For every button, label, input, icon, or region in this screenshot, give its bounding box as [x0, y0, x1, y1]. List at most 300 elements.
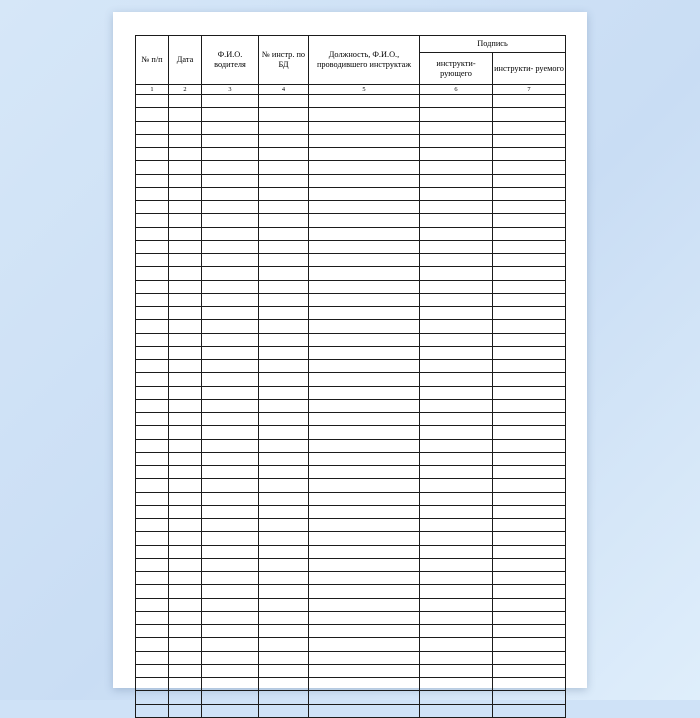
table-row[interactable] [136, 360, 566, 373]
table-cell[interactable] [309, 373, 420, 386]
table-cell[interactable] [259, 558, 309, 571]
table-cell[interactable] [259, 307, 309, 320]
table-cell[interactable] [136, 545, 169, 558]
table-row[interactable] [136, 227, 566, 240]
table-cell[interactable] [493, 174, 566, 187]
table-row[interactable] [136, 267, 566, 280]
table-cell[interactable] [136, 572, 169, 585]
table-cell[interactable] [259, 227, 309, 240]
table-row[interactable] [136, 585, 566, 598]
table-cell[interactable] [259, 95, 309, 108]
table-cell[interactable] [169, 320, 202, 333]
table-cell[interactable] [202, 651, 259, 664]
table-cell[interactable] [259, 201, 309, 214]
table-cell[interactable] [169, 664, 202, 677]
table-cell[interactable] [309, 174, 420, 187]
table-cell[interactable] [493, 558, 566, 571]
table-cell[interactable] [259, 691, 309, 704]
table-cell[interactable] [136, 558, 169, 571]
table-cell[interactable] [493, 611, 566, 624]
table-row[interactable] [136, 254, 566, 267]
table-cell[interactable] [136, 492, 169, 505]
table-cell[interactable] [169, 651, 202, 664]
table-cell[interactable] [136, 664, 169, 677]
table-cell[interactable] [136, 532, 169, 545]
table-cell[interactable] [259, 293, 309, 306]
table-cell[interactable] [202, 545, 259, 558]
table-cell[interactable] [309, 214, 420, 227]
table-cell[interactable] [136, 373, 169, 386]
table-cell[interactable] [420, 360, 493, 373]
table-cell[interactable] [309, 227, 420, 240]
table-cell[interactable] [202, 95, 259, 108]
table-cell[interactable] [493, 691, 566, 704]
table-cell[interactable] [309, 452, 420, 465]
table-row[interactable] [136, 148, 566, 161]
table-cell[interactable] [420, 187, 493, 200]
table-cell[interactable] [493, 625, 566, 638]
table-cell[interactable] [420, 201, 493, 214]
table-cell[interactable] [169, 307, 202, 320]
table-row[interactable] [136, 386, 566, 399]
table-row[interactable] [136, 307, 566, 320]
table-cell[interactable] [202, 360, 259, 373]
table-cell[interactable] [136, 293, 169, 306]
table-cell[interactable] [169, 598, 202, 611]
table-cell[interactable] [259, 121, 309, 134]
table-cell[interactable] [259, 704, 309, 717]
table-cell[interactable] [493, 492, 566, 505]
table-row[interactable] [136, 558, 566, 571]
table-cell[interactable] [309, 333, 420, 346]
table-cell[interactable] [259, 254, 309, 267]
table-cell[interactable] [169, 678, 202, 691]
table-cell[interactable] [309, 254, 420, 267]
table-cell[interactable] [309, 519, 420, 532]
table-cell[interactable] [169, 452, 202, 465]
table-cell[interactable] [169, 585, 202, 598]
table-cell[interactable] [309, 267, 420, 280]
table-cell[interactable] [493, 638, 566, 651]
table-cell[interactable] [493, 201, 566, 214]
table-cell[interactable] [202, 134, 259, 147]
table-cell[interactable] [169, 505, 202, 518]
table-cell[interactable] [420, 532, 493, 545]
table-cell[interactable] [169, 545, 202, 558]
table-cell[interactable] [259, 346, 309, 359]
table-cell[interactable] [309, 545, 420, 558]
table-cell[interactable] [136, 426, 169, 439]
table-cell[interactable] [420, 333, 493, 346]
table-cell[interactable] [169, 572, 202, 585]
table-cell[interactable] [202, 214, 259, 227]
table-cell[interactable] [493, 134, 566, 147]
table-row[interactable] [136, 611, 566, 624]
table-row[interactable] [136, 134, 566, 147]
table-cell[interactable] [309, 439, 420, 452]
table-cell[interactable] [136, 399, 169, 412]
table-row[interactable] [136, 214, 566, 227]
table-cell[interactable] [420, 293, 493, 306]
table-cell[interactable] [493, 95, 566, 108]
table-row[interactable] [136, 479, 566, 492]
table-cell[interactable] [493, 307, 566, 320]
table-cell[interactable] [493, 161, 566, 174]
table-cell[interactable] [420, 704, 493, 717]
table-cell[interactable] [202, 307, 259, 320]
table-cell[interactable] [493, 267, 566, 280]
table-cell[interactable] [420, 95, 493, 108]
table-row[interactable] [136, 691, 566, 704]
table-cell[interactable] [169, 148, 202, 161]
table-cell[interactable] [136, 598, 169, 611]
table-cell[interactable] [136, 280, 169, 293]
table-cell[interactable] [136, 201, 169, 214]
table-cell[interactable] [202, 532, 259, 545]
table-cell[interactable] [309, 572, 420, 585]
table-cell[interactable] [259, 611, 309, 624]
table-cell[interactable] [136, 240, 169, 253]
table-cell[interactable] [420, 373, 493, 386]
table-cell[interactable] [169, 293, 202, 306]
table-cell[interactable] [420, 254, 493, 267]
table-cell[interactable] [136, 678, 169, 691]
table-cell[interactable] [202, 333, 259, 346]
table-cell[interactable] [493, 598, 566, 611]
table-cell[interactable] [136, 638, 169, 651]
table-cell[interactable] [259, 413, 309, 426]
table-row[interactable] [136, 598, 566, 611]
table-cell[interactable] [202, 439, 259, 452]
table-cell[interactable] [493, 254, 566, 267]
table-cell[interactable] [493, 121, 566, 134]
table-cell[interactable] [259, 452, 309, 465]
table-cell[interactable] [420, 598, 493, 611]
table-cell[interactable] [309, 678, 420, 691]
table-cell[interactable] [259, 426, 309, 439]
table-cell[interactable] [493, 519, 566, 532]
table-cell[interactable] [169, 134, 202, 147]
table-cell[interactable] [309, 161, 420, 174]
table-cell[interactable] [136, 691, 169, 704]
table-cell[interactable] [420, 505, 493, 518]
table-cell[interactable] [309, 479, 420, 492]
table-cell[interactable] [136, 227, 169, 240]
table-cell[interactable] [309, 704, 420, 717]
table-row[interactable] [136, 638, 566, 651]
table-cell[interactable] [202, 678, 259, 691]
table-row[interactable] [136, 240, 566, 253]
table-cell[interactable] [493, 187, 566, 200]
table-cell[interactable] [136, 413, 169, 426]
table-cell[interactable] [169, 532, 202, 545]
table-row[interactable] [136, 161, 566, 174]
table-cell[interactable] [202, 413, 259, 426]
table-cell[interactable] [202, 664, 259, 677]
table-cell[interactable] [309, 293, 420, 306]
table-cell[interactable] [309, 346, 420, 359]
table-cell[interactable] [309, 399, 420, 412]
table-row[interactable] [136, 426, 566, 439]
table-cell[interactable] [169, 386, 202, 399]
table-row[interactable] [136, 439, 566, 452]
table-cell[interactable] [259, 187, 309, 200]
table-row[interactable] [136, 121, 566, 134]
table-cell[interactable] [136, 386, 169, 399]
table-cell[interactable] [202, 466, 259, 479]
table-cell[interactable] [259, 492, 309, 505]
table-row[interactable] [136, 545, 566, 558]
table-cell[interactable] [420, 664, 493, 677]
table-cell[interactable] [420, 227, 493, 240]
table-cell[interactable] [493, 108, 566, 121]
table-cell[interactable] [420, 519, 493, 532]
table-cell[interactable] [420, 479, 493, 492]
table-cell[interactable] [309, 505, 420, 518]
table-cell[interactable] [259, 625, 309, 638]
table-cell[interactable] [259, 174, 309, 187]
table-cell[interactable] [309, 413, 420, 426]
table-cell[interactable] [493, 452, 566, 465]
table-cell[interactable] [420, 214, 493, 227]
table-cell[interactable] [493, 227, 566, 240]
table-cell[interactable] [420, 161, 493, 174]
table-cell[interactable] [202, 399, 259, 412]
table-cell[interactable] [259, 399, 309, 412]
table-cell[interactable] [136, 187, 169, 200]
table-cell[interactable] [259, 373, 309, 386]
table-cell[interactable] [169, 519, 202, 532]
table-cell[interactable] [259, 545, 309, 558]
table-cell[interactable] [169, 187, 202, 200]
table-cell[interactable] [169, 254, 202, 267]
table-cell[interactable] [202, 148, 259, 161]
table-cell[interactable] [309, 320, 420, 333]
table-cell[interactable] [136, 704, 169, 717]
table-cell[interactable] [309, 466, 420, 479]
table-row[interactable] [136, 651, 566, 664]
table-cell[interactable] [202, 691, 259, 704]
table-row[interactable] [136, 280, 566, 293]
table-cell[interactable] [420, 439, 493, 452]
table-cell[interactable] [169, 360, 202, 373]
table-cell[interactable] [493, 240, 566, 253]
table-row[interactable] [136, 704, 566, 717]
table-cell[interactable] [420, 346, 493, 359]
table-cell[interactable] [309, 585, 420, 598]
table-cell[interactable] [202, 452, 259, 465]
table-cell[interactable] [202, 704, 259, 717]
table-row[interactable] [136, 95, 566, 108]
table-cell[interactable] [136, 134, 169, 147]
table-row[interactable] [136, 108, 566, 121]
table-cell[interactable] [136, 466, 169, 479]
table-cell[interactable] [202, 625, 259, 638]
table-cell[interactable] [202, 201, 259, 214]
table-row[interactable] [136, 413, 566, 426]
table-cell[interactable] [136, 254, 169, 267]
table-cell[interactable] [202, 558, 259, 571]
table-cell[interactable] [493, 466, 566, 479]
table-cell[interactable] [309, 532, 420, 545]
table-cell[interactable] [136, 651, 169, 664]
table-cell[interactable] [259, 519, 309, 532]
table-cell[interactable] [420, 638, 493, 651]
table-cell[interactable] [309, 360, 420, 373]
table-cell[interactable] [493, 333, 566, 346]
table-cell[interactable] [169, 227, 202, 240]
table-cell[interactable] [259, 651, 309, 664]
table-cell[interactable] [136, 519, 169, 532]
table-cell[interactable] [420, 651, 493, 664]
table-cell[interactable] [136, 439, 169, 452]
table-cell[interactable] [493, 545, 566, 558]
table-cell[interactable] [202, 638, 259, 651]
table-cell[interactable] [169, 492, 202, 505]
table-cell[interactable] [259, 572, 309, 585]
table-cell[interactable] [259, 638, 309, 651]
table-cell[interactable] [136, 121, 169, 134]
table-cell[interactable] [169, 439, 202, 452]
table-row[interactable] [136, 664, 566, 677]
table-cell[interactable] [309, 386, 420, 399]
table-cell[interactable] [493, 214, 566, 227]
table-cell[interactable] [259, 505, 309, 518]
table-cell[interactable] [309, 108, 420, 121]
table-cell[interactable] [420, 585, 493, 598]
table-cell[interactable] [493, 360, 566, 373]
table-cell[interactable] [493, 346, 566, 359]
table-cell[interactable] [136, 148, 169, 161]
table-cell[interactable] [169, 413, 202, 426]
table-cell[interactable] [420, 148, 493, 161]
table-cell[interactable] [169, 558, 202, 571]
table-cell[interactable] [136, 479, 169, 492]
table-cell[interactable] [202, 293, 259, 306]
table-cell[interactable] [136, 505, 169, 518]
table-cell[interactable] [309, 121, 420, 134]
table-cell[interactable] [420, 426, 493, 439]
table-row[interactable] [136, 492, 566, 505]
table-cell[interactable] [309, 638, 420, 651]
table-cell[interactable] [202, 505, 259, 518]
table-cell[interactable] [202, 598, 259, 611]
table-cell[interactable] [420, 307, 493, 320]
table-cell[interactable] [259, 108, 309, 121]
table-cell[interactable] [136, 333, 169, 346]
table-cell[interactable] [420, 174, 493, 187]
table-cell[interactable] [202, 280, 259, 293]
table-cell[interactable] [169, 466, 202, 479]
table-cell[interactable] [169, 121, 202, 134]
table-cell[interactable] [309, 611, 420, 624]
table-cell[interactable] [202, 187, 259, 200]
table-cell[interactable] [309, 651, 420, 664]
table-row[interactable] [136, 201, 566, 214]
table-row[interactable] [136, 572, 566, 585]
table-row[interactable] [136, 466, 566, 479]
table-cell[interactable] [420, 611, 493, 624]
table-cell[interactable] [136, 320, 169, 333]
table-cell[interactable] [493, 479, 566, 492]
table-cell[interactable] [309, 187, 420, 200]
table-cell[interactable] [259, 678, 309, 691]
table-cell[interactable] [259, 240, 309, 253]
table-cell[interactable] [259, 214, 309, 227]
table-row[interactable] [136, 187, 566, 200]
table-cell[interactable] [136, 307, 169, 320]
table-row[interactable] [136, 532, 566, 545]
table-cell[interactable] [169, 399, 202, 412]
table-row[interactable] [136, 452, 566, 465]
table-cell[interactable] [420, 280, 493, 293]
table-cell[interactable] [169, 346, 202, 359]
table-cell[interactable] [309, 625, 420, 638]
table-cell[interactable] [420, 108, 493, 121]
table-cell[interactable] [136, 611, 169, 624]
table-cell[interactable] [259, 664, 309, 677]
table-cell[interactable] [259, 280, 309, 293]
table-row[interactable] [136, 333, 566, 346]
table-cell[interactable] [420, 320, 493, 333]
table-cell[interactable] [309, 134, 420, 147]
table-cell[interactable] [136, 346, 169, 359]
table-cell[interactable] [493, 413, 566, 426]
table-cell[interactable] [202, 254, 259, 267]
table-cell[interactable] [493, 426, 566, 439]
table-cell[interactable] [420, 466, 493, 479]
table-row[interactable] [136, 293, 566, 306]
table-cell[interactable] [169, 267, 202, 280]
table-cell[interactable] [169, 373, 202, 386]
table-cell[interactable] [202, 519, 259, 532]
table-cell[interactable] [420, 492, 493, 505]
table-cell[interactable] [493, 373, 566, 386]
table-cell[interactable] [136, 95, 169, 108]
table-cell[interactable] [309, 691, 420, 704]
table-cell[interactable] [169, 240, 202, 253]
table-cell[interactable] [136, 161, 169, 174]
table-cell[interactable] [420, 452, 493, 465]
table-cell[interactable] [493, 532, 566, 545]
table-cell[interactable] [420, 545, 493, 558]
table-cell[interactable] [493, 572, 566, 585]
table-cell[interactable] [169, 280, 202, 293]
table-cell[interactable] [309, 664, 420, 677]
table-cell[interactable] [420, 399, 493, 412]
table-cell[interactable] [309, 280, 420, 293]
table-cell[interactable] [169, 479, 202, 492]
table-cell[interactable] [493, 585, 566, 598]
table-cell[interactable] [420, 625, 493, 638]
table-cell[interactable] [309, 598, 420, 611]
table-cell[interactable] [259, 585, 309, 598]
table-cell[interactable] [420, 134, 493, 147]
table-cell[interactable] [309, 558, 420, 571]
table-cell[interactable] [169, 625, 202, 638]
table-cell[interactable] [136, 452, 169, 465]
table-cell[interactable] [259, 532, 309, 545]
table-row[interactable] [136, 373, 566, 386]
table-cell[interactable] [420, 413, 493, 426]
table-cell[interactable] [169, 611, 202, 624]
table-cell[interactable] [202, 240, 259, 253]
table-cell[interactable] [169, 161, 202, 174]
table-cell[interactable] [169, 201, 202, 214]
table-cell[interactable] [202, 572, 259, 585]
table-cell[interactable] [202, 174, 259, 187]
table-cell[interactable] [202, 108, 259, 121]
